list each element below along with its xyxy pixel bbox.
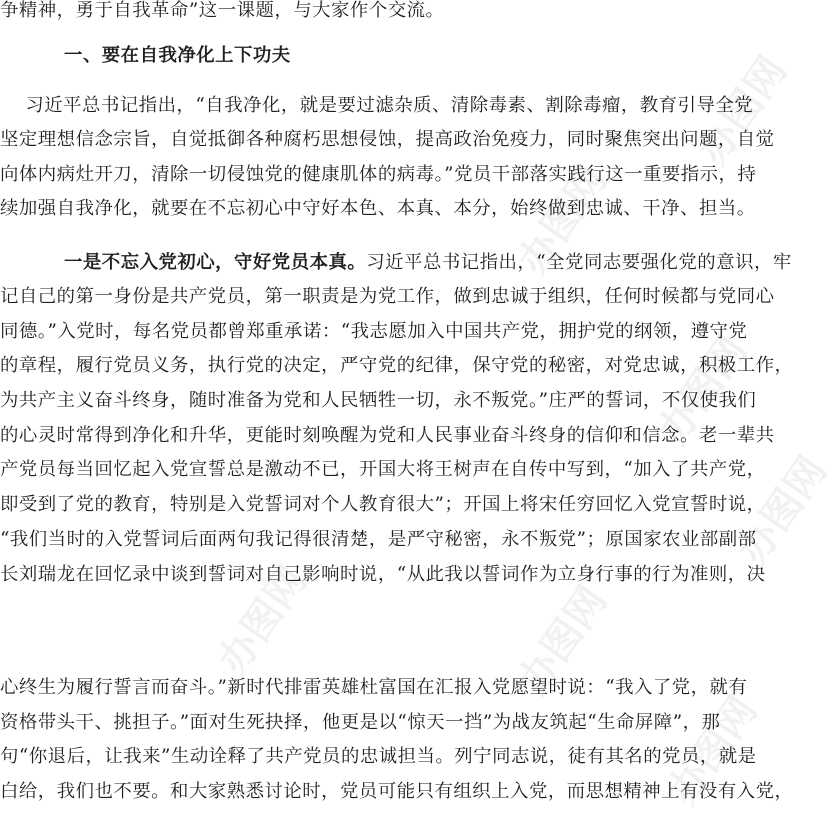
text-line: 续加强自我净化，就要在不忘初心中守好本色、本真、本分，始终做到忠诚、干净、担当。 (0, 198, 756, 219)
text-line: 即受到了党的教育，特别是入党誓词对个人教育很大”；开国上将宋任穷回忆入党宣誓时说， (0, 494, 766, 515)
watermark: 办图网 (729, 448, 837, 573)
watermark: 办图网 (509, 158, 617, 283)
text-line: 同德。”入党时，每名党员都曾郑重承诺：“我志愿加入中国共产党，拥护党的纲领，遵守党 (0, 321, 748, 342)
text-line: 的心灵时常得到净化和升华，更能时刻唤醒为党和人民事业奋斗终身的信仰和信念。老一辈共 (0, 425, 775, 446)
text-line: 长刘瑞龙在回忆录中谈到誓词对自己影响时说，“从此我以誓词作为立身行事的行为准则，决 (0, 564, 766, 585)
text-line: 白给，我们也不要。和大家熟悉讨论时，党员可能只有组织上入党，而思想精神上有没有入党， (0, 781, 794, 802)
text-line: “我们当时的入党誓词后面两句我记得很清楚，是严守秘密，永不叛党”；原国家农业部副部 (0, 529, 757, 550)
section-heading: 一、要在自我净化上下功夫 (64, 45, 291, 66)
text-line: 向体内病灶开刀，清除一切侵蚀党的健康肌体的病毒。”党员干部落实践行这一重要指示，持 (0, 164, 757, 185)
watermark: 办图网 (509, 578, 617, 703)
watermark: 办图网 (649, 328, 757, 453)
text-line: 记自己的第一身份是共产党员，第一职责是为党工作，做到忠诚于组织，任何时候都与党同心 (0, 286, 775, 307)
paragraph-lead-line (64, 252, 792, 274)
text-line: 句“你退后，让我来”生动诠释了共产党员的忠诚担当。列宁同志说，徒有其名的党员，就是 (0, 746, 757, 767)
text-line: 习近平总书记指出，“自我净化，就是要过滤杂质、清除毒素、割除毒瘤，教育引导全党 (0, 95, 754, 116)
text-line: 心终生为履行誓言而奋斗。”新时代排雷英雄杜富国在汇报入党愿望时说：“我入了党，就有 (0, 677, 748, 698)
watermark: 办图网 (689, 48, 797, 173)
text-line: 资格带头干、挑担子。”面对生死抉择，他更是以“惊天一挡”为战友筑起“生命屏障”，那 (0, 712, 721, 733)
text-line: 坚定理想信念宗旨，自觉抵御各种腐朽思想侵蚀，提高政治免疫力，同时聚焦突出问题，自觉 (0, 129, 775, 150)
watermark: 办图网 (659, 688, 767, 813)
paragraph-lead: 一是不忘入党初心，守好党员本真。 (64, 252, 367, 273)
watermark: 办图网 (209, 558, 317, 683)
text-line: 产党员每当回忆起入党宣誓总是激动不已，开国大将王树声在自传中写到，“加入了共产党， (0, 459, 766, 480)
paragraph-text: 习近平总书记指出，“全党同志要强化党的意识，牢 (366, 252, 792, 273)
text-line: 为共产主义奋斗终身，随时准备为党和人民牺牲一切，永不叛党。”庄严的誓词，不仅使我们 (0, 390, 757, 411)
text-line: 的章程，履行党员义务，执行党的决定，严守党的纪律，保守党的秘密，对党忠诚，积极工作， (0, 355, 794, 376)
text-line: 争精神，勇于自我革命”这一课题，与大家作个交流。 (0, 0, 445, 21)
